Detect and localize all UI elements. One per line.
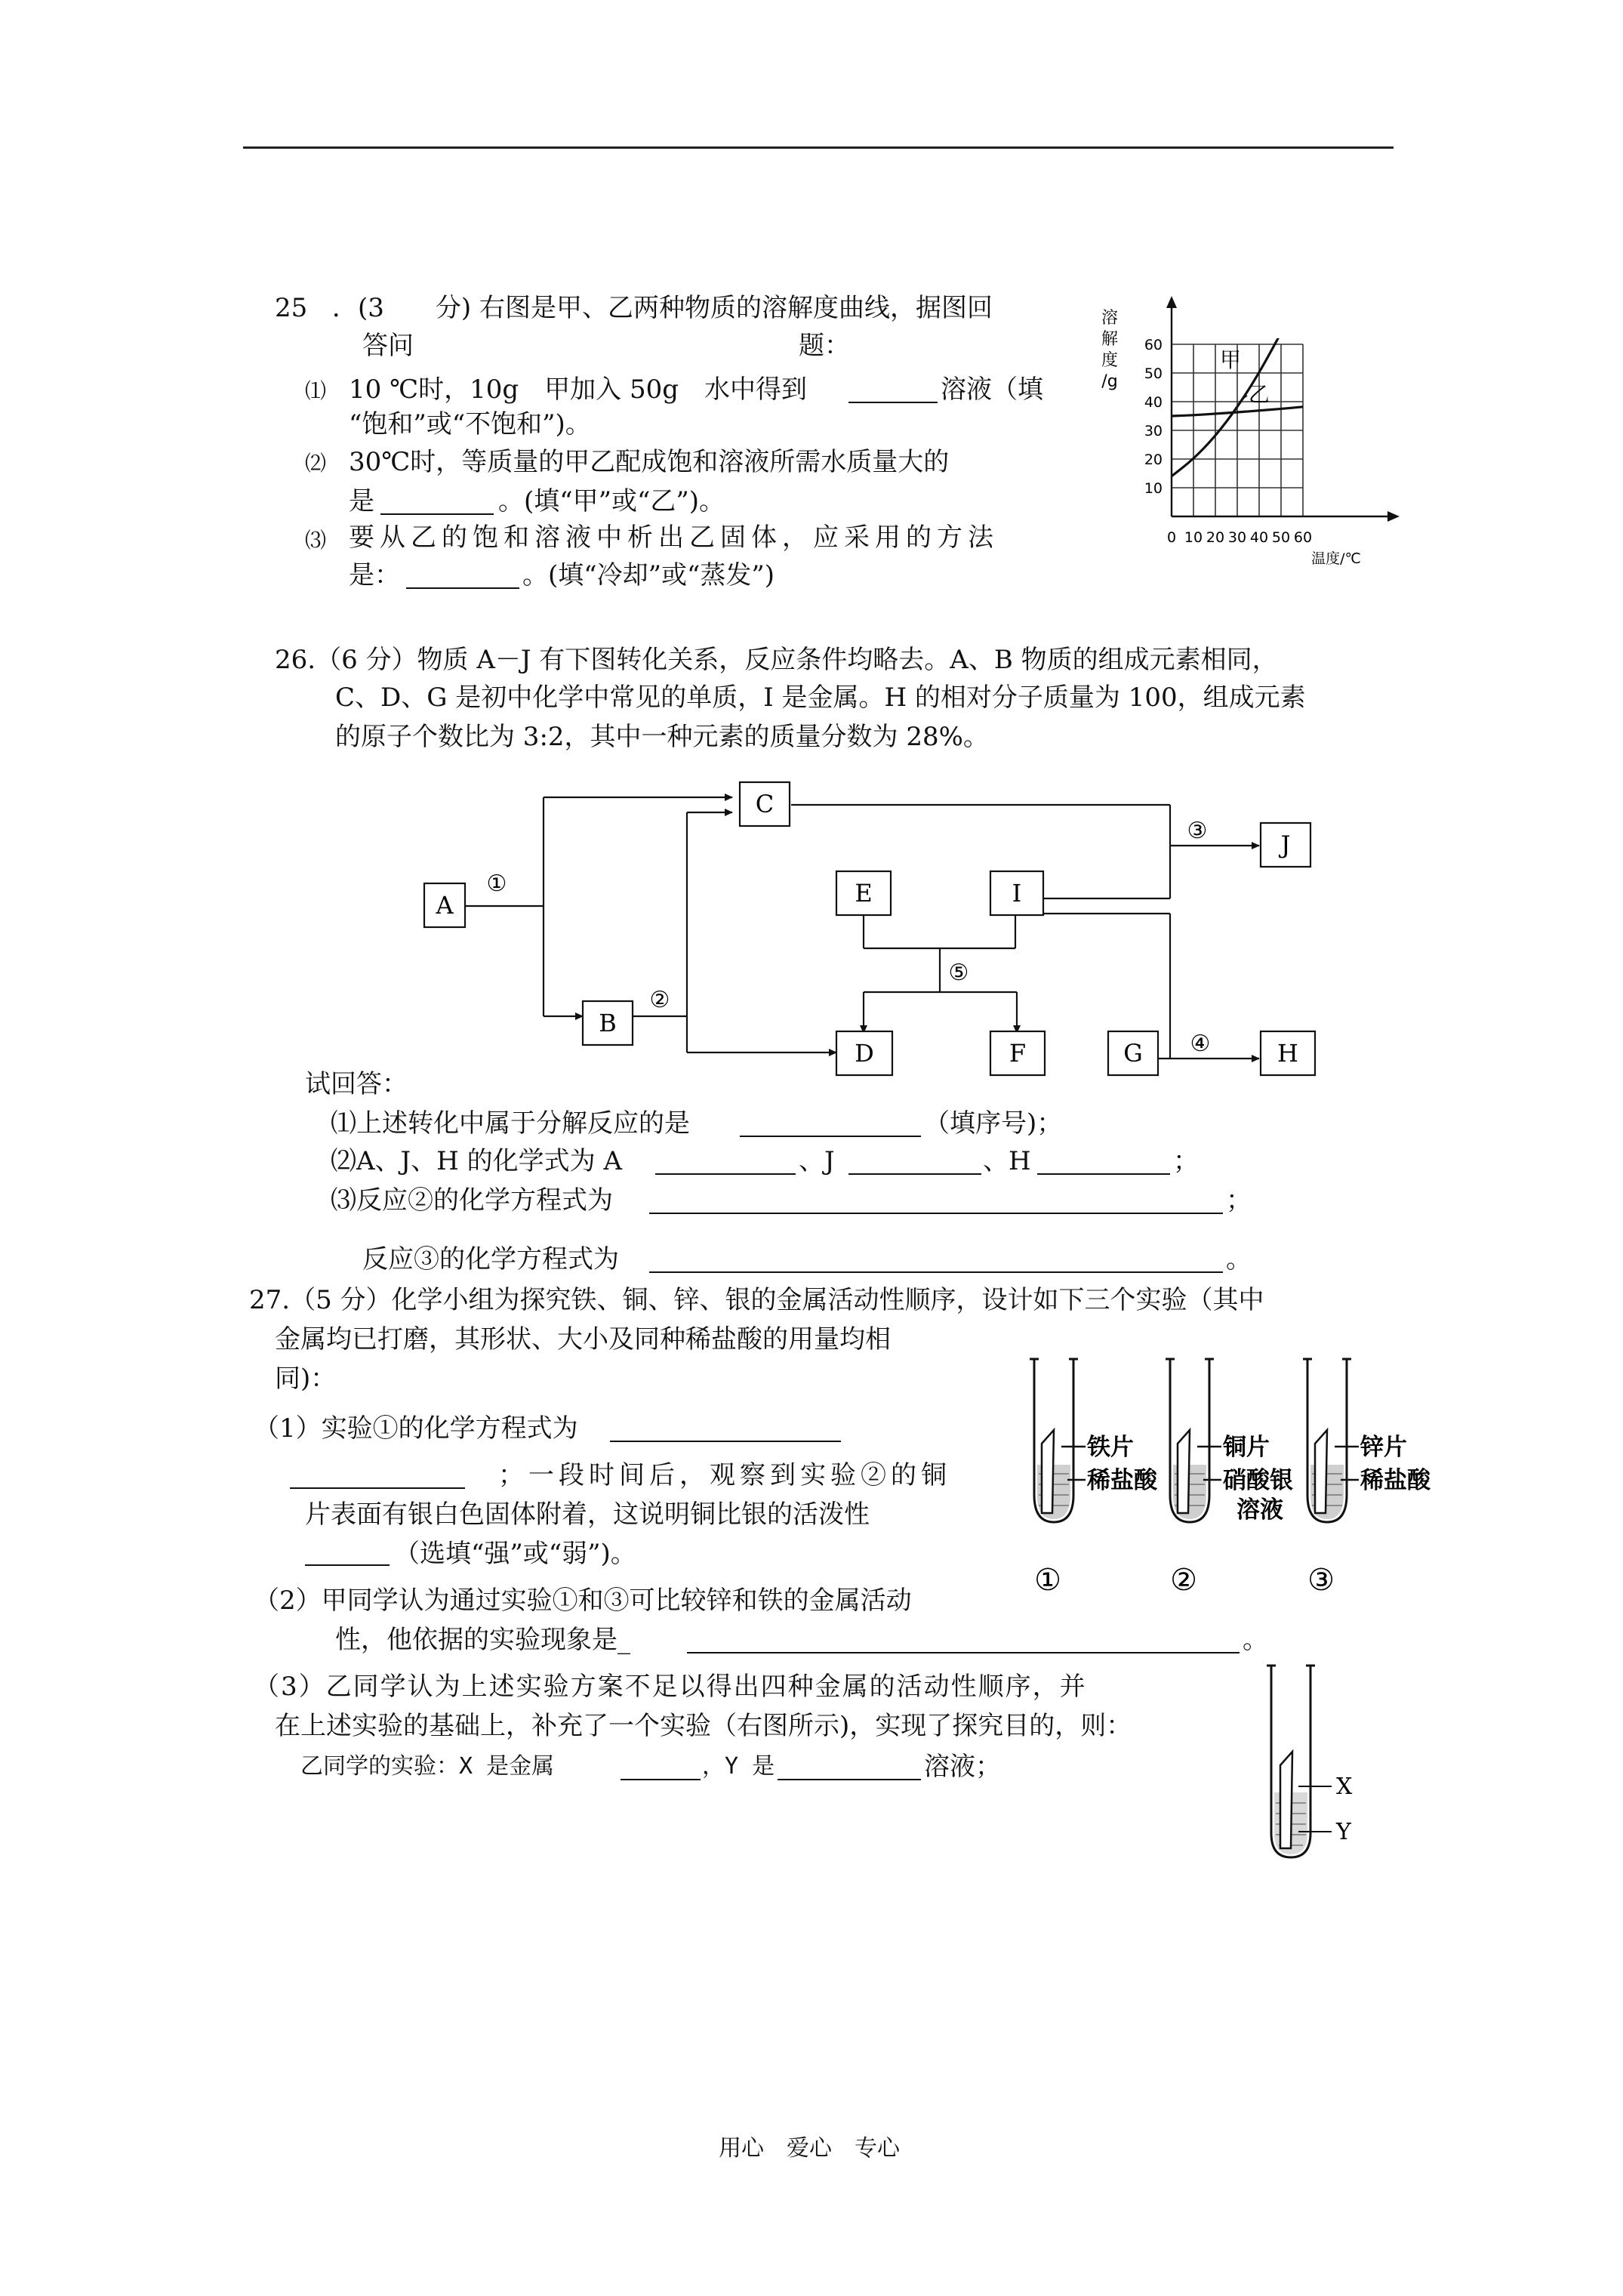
q26-sub1-text: ⑴上述转化中属于分解反应的是 <box>331 1108 690 1139</box>
liquid-label: 稀盐酸 <box>1360 1467 1431 1494</box>
node-label-g: G <box>1123 1039 1143 1068</box>
series-label-jia: 甲 <box>1220 347 1242 372</box>
x-axis-arrow <box>1387 511 1400 522</box>
q25-part3-hint: 。(填“冷却”或“蒸发”) <box>522 560 775 590</box>
q25-part3-pre: 是： <box>349 560 400 590</box>
x-tick-label: 20 <box>1206 529 1225 546</box>
q25-part1-text: 10 ℃时，10g 甲加入 50g 水中得到 <box>349 374 807 405</box>
node-label-h: H <box>1277 1039 1298 1068</box>
q26-sub2-end: ； <box>1173 1146 1199 1176</box>
q27-part1-obs: ；一段时间后，观察到实验②的铜 <box>498 1460 951 1490</box>
q26-sub3-end: ； <box>1226 1185 1252 1216</box>
test-tube-1 <box>1030 1359 1158 1598</box>
tube-number: ③ <box>1307 1563 1335 1598</box>
y-tick-label: 10 <box>1144 480 1163 497</box>
q26-sub2-j: 、J <box>799 1146 835 1176</box>
q26-line-1: 26.（6 分）物质 A－J 有下图转化关系，反应条件均略去。A、B 物质的组成元素相同， <box>275 645 1278 675</box>
q25-part2-text: 30℃时，等质量的甲乙配成饱和溶液所需水质量大的 <box>349 447 950 477</box>
tube-x-label: X <box>1336 1774 1353 1800</box>
q26-sub4-text: 反应③的化学方程式为 <box>362 1244 619 1274</box>
solubility-chart <box>1087 285 1419 587</box>
q27-blank-1a[interactable] <box>610 1441 841 1442</box>
y-axis-label-char: 度 <box>1101 351 1119 370</box>
reaction-label-3: ③ <box>1187 818 1208 844</box>
q27-part3-y: ，Y 是 <box>702 1753 775 1780</box>
q27-part3-end: 溶液； <box>924 1752 1001 1782</box>
reaction-label-1: ① <box>486 871 507 897</box>
q27-blank-1c[interactable] <box>305 1564 390 1566</box>
y-axis-label-char: 解 <box>1101 330 1119 349</box>
q26-sub2-text: ⑵A、J、H 的化学式为 A <box>331 1146 623 1176</box>
q27-blank-3a[interactable] <box>621 1779 701 1780</box>
y-axis-label-char: 溶 <box>1101 309 1119 328</box>
q27-blank-1b[interactable] <box>290 1487 465 1489</box>
q25-part2-hint: 。(填“甲”或“乙”)。 <box>498 486 725 516</box>
q26-try-answer: 试回答： <box>305 1069 408 1099</box>
q26-line-2: C、D、G 是初中化学中常见的单质，I 是金属。H 的相对分子质量为 100，组成元素 <box>335 683 1306 713</box>
series-label-yi: 乙 <box>1249 382 1270 407</box>
q25-part1-hint: “饱和”或“不饱和”)。 <box>349 409 591 439</box>
xy-tube-figure <box>1253 1660 1374 1871</box>
test-tube-3 <box>1303 1359 1431 1598</box>
test-tube-2 <box>1166 1359 1293 1598</box>
reaction-label-2: ② <box>649 987 670 1013</box>
y-tick-label: 40 <box>1144 394 1163 411</box>
q27-part1-obs2: 片表面有银白色固体附着，这说明铜比银的活泼性 <box>305 1499 870 1530</box>
q25-part1-tail: 溶液（填 <box>941 374 1043 405</box>
page-footer: 用心 爱心 专心 <box>719 2135 900 2162</box>
metal-label: 铁片 <box>1087 1434 1134 1461</box>
q26-blank-1[interactable] <box>740 1136 921 1137</box>
reaction-diagram <box>408 778 1344 1095</box>
liquid-label: 硝酸银 <box>1223 1467 1293 1494</box>
metal-strip <box>1315 1430 1327 1513</box>
y-tick-label: 30 <box>1144 423 1163 439</box>
q25-part3-text: 要从乙的饱和溶液中析出乙固体，应采用的方法 <box>349 522 999 553</box>
q27-part2-end: 。 <box>1243 1625 1268 1655</box>
q26-blank-2a[interactable] <box>655 1173 796 1175</box>
q27-part2-text: （2）甲同学认为通过实验①和③可比较锌和铁的金属活动 <box>254 1586 912 1616</box>
test-tubes-figure <box>1012 1351 1464 1623</box>
chart-labels <box>1101 309 1361 567</box>
node-label-j: J <box>1280 831 1291 859</box>
y-axis-label-char: /g <box>1101 372 1118 391</box>
metal-strip <box>1178 1430 1190 1513</box>
q25-part2-num: ⑵ <box>305 451 327 476</box>
tube-number: ② <box>1170 1563 1197 1598</box>
header-rule <box>243 146 1394 149</box>
q26-blank-2c[interactable] <box>1037 1173 1170 1175</box>
x-tick-label: 40 <box>1249 529 1269 546</box>
q27-line-2: 金属均已打磨，其形状、大小及同种稀盐酸的用量均相 <box>275 1324 891 1354</box>
liquid-label-2: 溶液 <box>1236 1496 1283 1524</box>
q27-part3-text2: 在上述实验的基础上，补充了一个实验（右图所示)，实现了探究目的，则： <box>275 1711 1132 1741</box>
q26-blank-3[interactable] <box>649 1213 1223 1214</box>
q26-blank-4[interactable] <box>649 1271 1223 1273</box>
q26-sub2-h: 、H <box>983 1146 1031 1176</box>
q27-line-1: 27.（5 分）化学小组为探究铁、铜、锌、银的金属活动性顺序，设计如下三个实验（其中 <box>249 1285 1264 1315</box>
node-label-c: C <box>755 790 775 818</box>
node-label-i: I <box>1012 879 1022 908</box>
q27-part1-hint: （选填“强”或“弱”)。 <box>394 1539 636 1569</box>
test-tubes <box>1030 1359 1431 1598</box>
liquid-label: 稀盐酸 <box>1087 1467 1157 1494</box>
reaction-label-5: ⑤ <box>948 960 969 986</box>
node-label-e: E <box>855 879 873 908</box>
q25-blank-2[interactable] <box>380 513 494 515</box>
metal-strip <box>1042 1430 1054 1513</box>
node-label-f: F <box>1009 1039 1027 1068</box>
y-tick-label: 60 <box>1144 337 1163 353</box>
q25-part3-num: ⑶ <box>305 528 327 553</box>
metal-label: 锌片 <box>1360 1434 1407 1461</box>
q25-stem: ．(3 分) 右图是甲、乙两种物质的溶解度曲线，据图回 <box>332 293 993 323</box>
q25-blank-3[interactable] <box>406 587 519 589</box>
reaction-label-4: ④ <box>1190 1031 1211 1057</box>
node-label-d: D <box>855 1039 874 1068</box>
q25-stem-cont: 答问 题： <box>362 331 850 361</box>
q27-part3-x: 乙同学的实验：X 是金属 <box>300 1753 555 1780</box>
q26-sub4-end: 。 <box>1226 1244 1252 1274</box>
q26-line-3: 的原子个数比为 3:2，其中一种元素的质量分数为 28%。 <box>335 722 989 752</box>
y-tick-label: 50 <box>1144 365 1163 382</box>
x-tick-label: 10 <box>1184 529 1203 546</box>
tube-y-label: Y <box>1336 1819 1351 1845</box>
diagram-nodes <box>424 782 1315 1075</box>
q27-line-3: 同)： <box>275 1364 337 1394</box>
metal-label: 铜片 <box>1223 1434 1270 1461</box>
x-tick-label: 50 <box>1271 529 1291 546</box>
node-label-b: B <box>599 1009 617 1037</box>
x-tick-label: 60 <box>1293 529 1313 546</box>
q27-part3-text: （3）乙同学认为上述实验方案不足以得出四种金属的活动性顺序，并 <box>254 1672 1087 1702</box>
q27-part2-text2: 性，他依据的实验现象是_ <box>335 1625 630 1655</box>
q26-blank-2b[interactable] <box>848 1173 981 1175</box>
x-tick-label: 30 <box>1227 529 1247 546</box>
tube-number: ① <box>1034 1563 1061 1598</box>
q25-number: 25 <box>275 293 308 323</box>
y-tick-label: 20 <box>1144 451 1163 468</box>
y-axis-arrow <box>1166 296 1177 308</box>
x-axis-label: 温度/℃ <box>1311 550 1361 567</box>
q27-blank-3b[interactable] <box>778 1779 921 1780</box>
q25-part1-num: ⑴ <box>305 378 327 403</box>
q27-blank-2[interactable] <box>687 1652 1240 1653</box>
q25-part2-pre: 是 <box>349 486 374 516</box>
q25-blank-1[interactable] <box>848 402 938 403</box>
x-tick-label: 0 <box>1166 529 1177 546</box>
q26-sub1-hint: （填序号)； <box>924 1108 1063 1139</box>
node-label-a: A <box>436 891 454 920</box>
q27-part1-text: （1）实验①的化学方程式为 <box>254 1413 578 1444</box>
q26-sub3-text: ⑶反应②的化学方程式为 <box>331 1185 613 1216</box>
